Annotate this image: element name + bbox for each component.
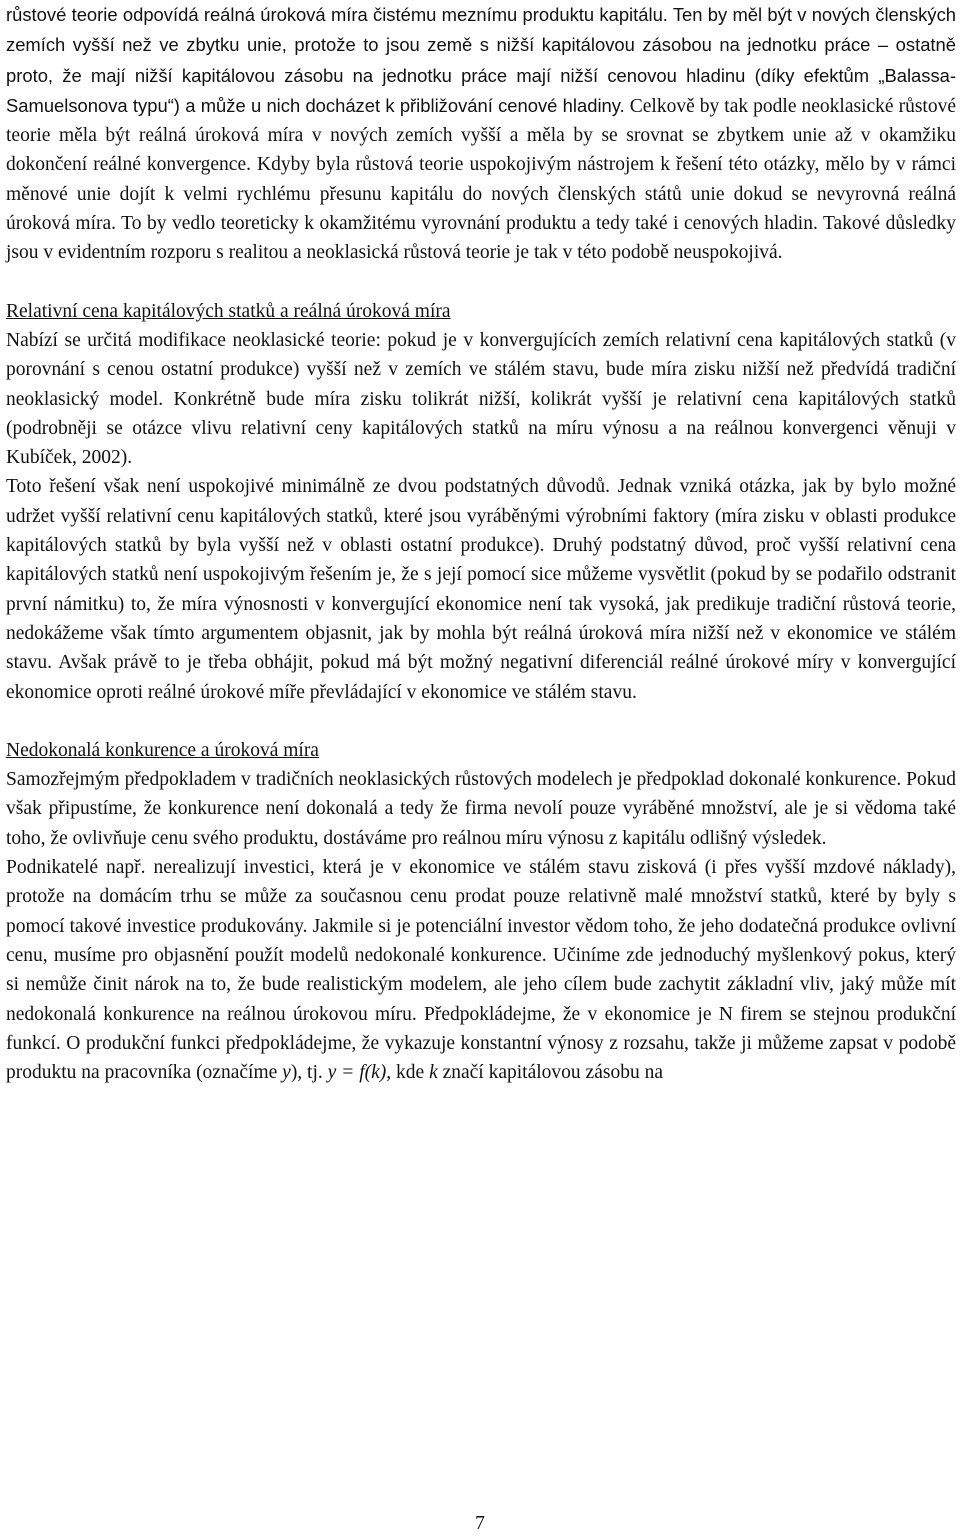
paragraph-entrepreneurs-kde: , kde xyxy=(386,1062,430,1084)
paragraph-entrepreneurs-text: Podnikatelé např. nerealizují investici, která je v ekonomice ve stálém stavu zisková (i přes vyšší mzdové náklady), protože na domácím trhu se může za současnou cenu prodat pouze relativně malé množství statků, které by byly s pomocí takové investice produkovány. Jakmile si je potenciální investor vědom toho, že jeho dodatečná produkce ovlivní cenu, musíme pro objasnění použít modelů nedokonalé konkurence. Učiníme zde jednoduchý myšlenkový pokus, který si nemůže činit nárok na to, že bude realistickým modelem, ale jeho cílem bude zachytit základní vliv, jaký může mít nedokonalá konkurence na reálnou úrokovou míru. Předpokládejme, že v ekonomice je N firem se stejnou produkční funkcí. O produkční funkci předpokládejme, že vykazuje konstantní výnosy z rozsahu, takže ji můžeme zapsat v podobě produktu na pracovníka (označíme xyxy=(6,857,956,1084)
paragraph-growth-theory xyxy=(6,0,956,268)
document-page xyxy=(6,0,956,1087)
paragraph-not-satisfactory: Toto řešení však není uspokojivé minimálně ze dvou podstatných důvodů. Jednak vzniká otázka, jak by bylo možné udržet vyšší relativní cenu kapitálových statků, které jsou vyráběnými výrobními faktory (míra zisku v oblasti produkce kapitálových statků by byla vyšší než v oblasti ostatní produkce). Druhý podstatný důvod, proč vyšší relativní cena kapitálových statků není uspokojivým řešením je, že s její pomocí sice můžeme vysvětlit (pokud by se podařilo odstranit první námitku) to, že míra výnosnosti v konvergující ekonomice není tak vysoká, jak predikuje tradiční růstová teorie, nedokážeme však tímto argumentem objasnit, jak by mohla být reálná úroková míra nižší než v ekonomice ve stálém stavu. Avšak právě to je třeba obhájit, pokud má být možný negativní diferenciál reálné úrokové míry v konvergující ekonomice oproti reálné úrokové míře převládající v ekonomice ve stálém stavu. xyxy=(6,476,956,703)
section-heading-relative-price: Relativní cena kapitálových statků a reálná úroková míra xyxy=(6,300,451,322)
math-y: y xyxy=(282,1062,291,1084)
math-production-function: y = f(k) xyxy=(327,1062,387,1084)
paragraph-entrepreneurs-end: značí kapitálovou zásobu na xyxy=(437,1062,663,1084)
page-number: 7 xyxy=(475,1513,485,1534)
paragraph-entrepreneurs xyxy=(6,853,956,1087)
paragraph-growth-theory-sans: růstové teorie odpovídá reálná úroková míra čistému meznímu produktu kapitálu. Ten by měl být v nových členských zemích vyšší než ve zbytku unie, protože to jsou země s nižší kapitálovou zásobou na jednotku práce – ostatně proto, že mají nižší kapitálovou zásobu na jednotku práce mají nižší cenovou hladinu (díky efektům „Balassa-Samuelsonova typu“) a může u nich docházet k přibližování cenové hladiny. xyxy=(6,4,956,116)
math-k: k xyxy=(429,1062,438,1084)
section-gap xyxy=(6,707,956,736)
section-gap xyxy=(6,268,956,297)
section-heading-imperfect-competition: Nedokonalá konkurence a úroková míra xyxy=(6,739,319,761)
paragraph-growth-theory-serif: Celkově by tak podle neoklasické růstové teorie měla být reálná úroková míra v nových zemích vyšší a měla by se srovnat se zbytkem unie až v okamžiku dokončení reálné konvergence. Kdyby byla růstová teorie uspokojivým nástrojem k řešení této otázky, mělo by v rámci měnové unie dojít k velmi rychlému přesunu kapitálu do nových členských států unie dokud se nevyrovná reálná úroková míra. To by vedlo teoreticky k okamžitému vyrovnání produktu a tedy také i cenových hladin. Takové důsledky jsou v evidentním rozporu s realitou a neoklasická růstová teorie je tak v této podobě neuspokojivá. xyxy=(6,95,956,264)
paragraph-modification: Nabízí se určitá modifikace neoklasické teorie: pokud je v konvergujících zemích relativní cena kapitálových statků (v porovnání s cenou ostatní produkce) vyšší než v zemích ve stálém stavu, bude míra zisku nižší než předvídá tradiční neoklasický model. Konkrétně bude míra zisku tolikrát nižší, kolikrát vyšší je relativní cena kapitálových statků (podrobněji se otázce vlivu relativní ceny kapitálových statků na míru výnosu a na reálnou konvergenci věnuji v Kubíček, 2002). xyxy=(6,329,956,469)
paragraph-perfect-competition: Samozřejmým předpokladem v tradičních neoklasických růstových modelech je předpoklad dokonalé konkurence. Pokud však připustíme, že konkurence není dokonalá a tedy že firma nevolí pouze vyráběné množství, ale je si vědoma také toho, že ovlivňuje cenu svého produktu, dostáváme pro reálnou míru výnosu z kapitálu odlišný výsledek. xyxy=(6,769,956,849)
paragraph-entrepreneurs-mid: ), tj. xyxy=(290,1062,328,1084)
